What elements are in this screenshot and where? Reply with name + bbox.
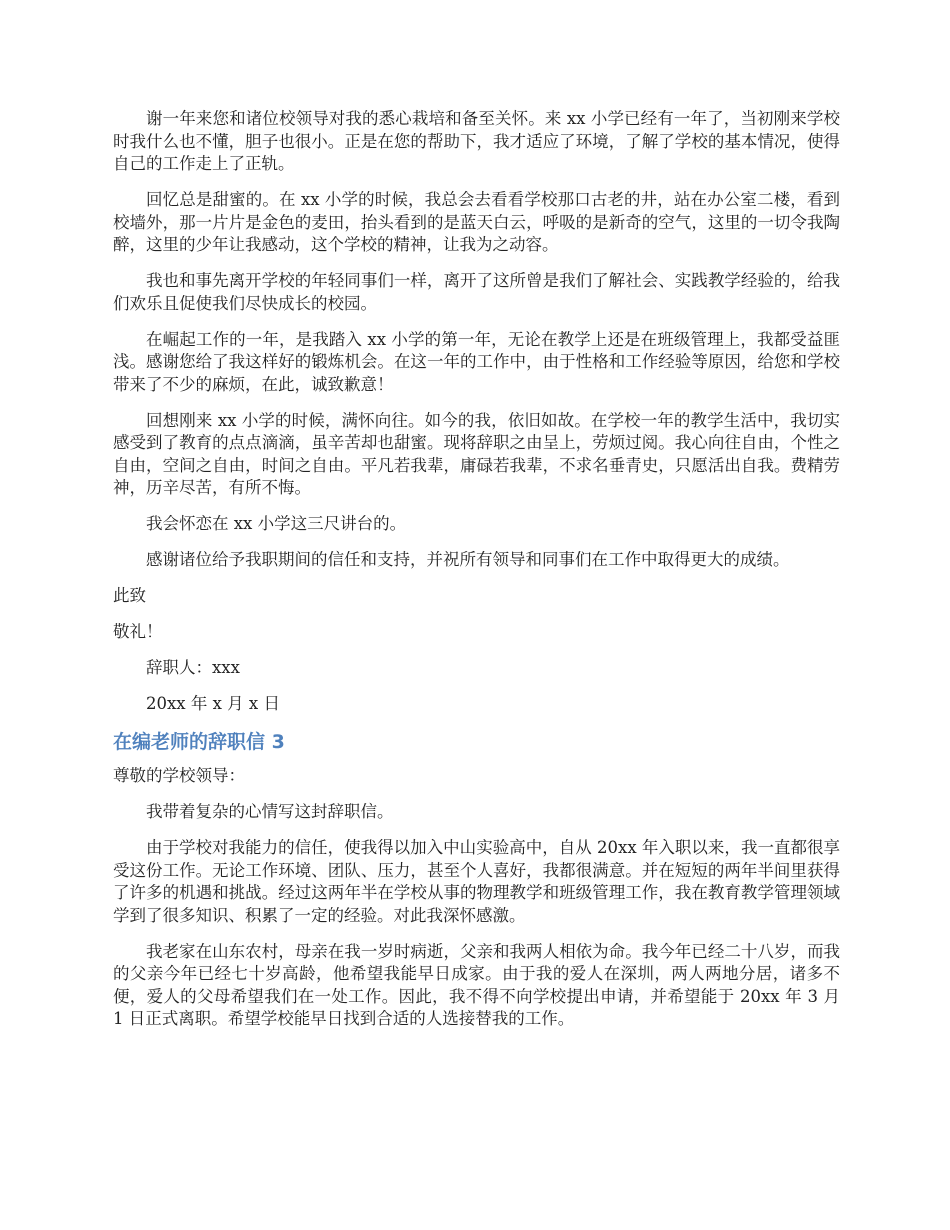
- body-paragraph: 我会怀恋在 xx 小学这三尺讲台的。: [146, 514, 407, 533]
- date-line: 20xx 年 x 月 x 日: [146, 694, 280, 713]
- document-page: [113, 108, 840, 1044]
- body-paragraph: 我老家在山东农村，母亲在我一岁时病逝，父亲和我两人相依为命。我今年已经二十八岁，而我的父亲今年已经七十岁高龄，他希望我能早日成家。由于我的爱人在深圳，两人两地分居，诸多不便，爱人的父母希望我们在一处工作。因此，我不得不向学校提出申请，并希望能于 20xx 年 3 月 1 日正式离职。希望学校能早日找到合适的人选接替我的工作。: [113, 941, 840, 1028]
- body-paragraph: 在崛起工作的一年，是我踏入 xx 小学的第一年，无论在教学上还是在班级管理上，我都受益匪浅。感谢您给了我这样好的锻炼机会。在这一年的工作中，由于性格和工作经验等原因，给您和学校带来了不少的麻烦，在此，诚致歉意！: [113, 329, 840, 394]
- body-paragraph: 感谢诸位给予我职期间的信任和支持，并祝所有领导和同事们在工作中取得更大的成绩。: [146, 550, 790, 569]
- greeting-line: 尊敬的学校领导：: [113, 766, 245, 785]
- body-paragraph: 回想刚来 xx 小学的时候，满怀向往。如今的我，依旧如故。在学校一年的教学生活中，我切实感受到了教育的点点滴滴，虽辛苦却也甜蜜。现将辞职之由呈上，劳烦过阅。我心向往自由，个性之自由，空间之自由，时间之自由。平凡若我辈，庸碌若我辈，不求名垂青史，只愿活出自我。费精劳神，历辛尽苦，有所不悔。: [113, 410, 840, 497]
- body-paragraph: 我也和事先离开学校的年轻同事们一样，离开了这所曾是我们了解社会、实践教学经验的，给我们欢乐且促使我们尽快成长的校园。: [113, 271, 840, 313]
- body-paragraph: 回忆总是甜蜜的。在 xx 小学的时候，我总会去看看学校那口古老的井，站在办公室二楼，看到校墙外，那一片片是金色的麦田，抬头看到的是蓝天白云，呼吸的是新奇的空气，这里的一切令我陶醉，这里的少年让我感动，这个学校的精神，让我为之动容。: [113, 190, 840, 254]
- section-heading: 在编老师的辞职信 3: [113, 731, 285, 753]
- body-paragraph: 谢一年来您和诸位校领导对我的悉心栽培和备至关怀。来 xx 小学已经有一年了，当初刚来学校时我什么也不懂，胆子也很小。正是在您的帮助下，我才适应了环境，了解了学校的基本情况，使得自己的工作走上了正轨。: [113, 109, 840, 173]
- closing-line: 此致: [113, 586, 146, 605]
- signer-line: 辞职人：xxx: [146, 658, 240, 677]
- salute-line: 敬礼！: [113, 622, 163, 641]
- body-paragraph: 我带着复杂的心情写这封辞职信。: [146, 802, 394, 821]
- body-paragraph: 由于学校对我能力的信任，使我得以加入中山实验高中，自从 20xx 年入职以来，我一直都很享受这份工作。无论工作环境、团队、压力，甚至个人喜好，我都很满意。并在短短的两年半间里获得了许多的机遇和挑战。经过这两年半在学校从事的物理教学和班级管理工作，我在教育教学管理领域学到了很多知识、积累了一定的经验。对此我深怀感激。: [113, 838, 840, 925]
